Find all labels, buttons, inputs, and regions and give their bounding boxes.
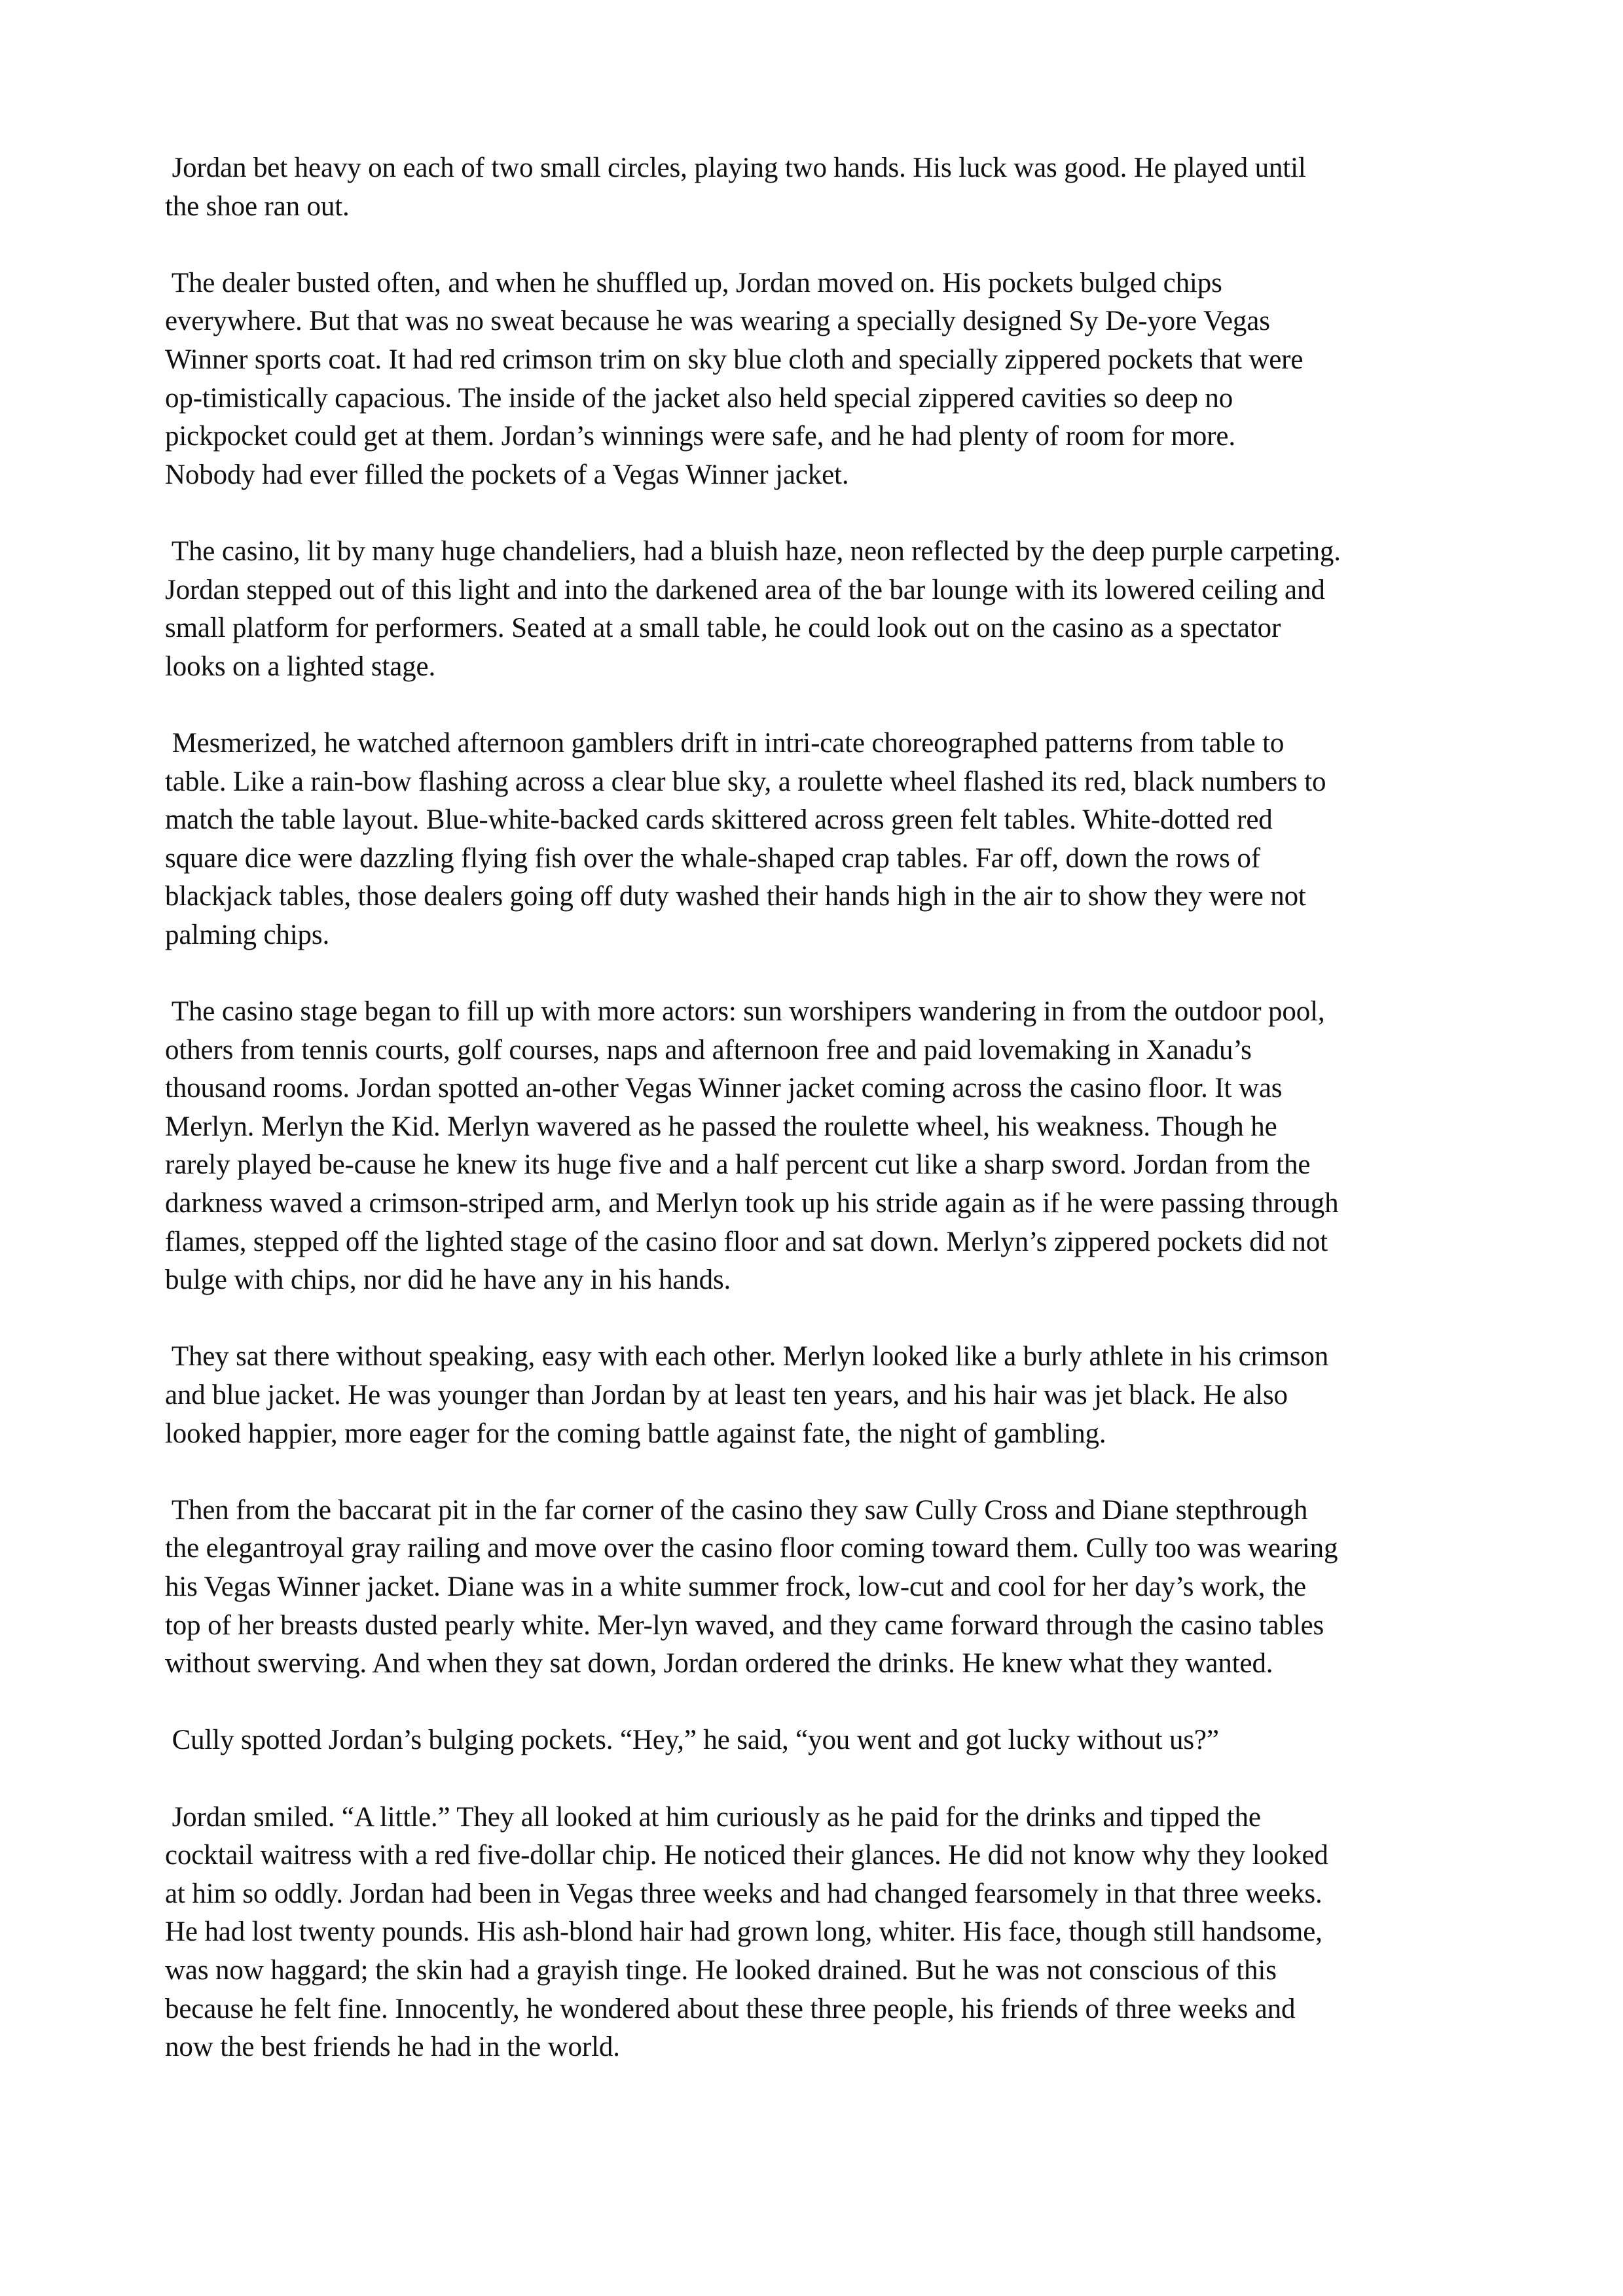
text-line: op-timistically capacious. The inside of the jacket also held special zippered cavities so deep no: [165, 382, 1233, 414]
text-line: Then from the baccarat pit in the far corner of the casino they saw Cully Cross and Diane stepthrough: [165, 1494, 1308, 1526]
text-line: The casino stage began to fill up with more actors: sun worshipers wandering in from the outdoor pool,: [165, 996, 1325, 1028]
text-line: the elegantroyal gray railing and move over the casino floor coming toward them. Cully too was wearing: [165, 1533, 1338, 1564]
text-line: palming chips.: [165, 919, 330, 950]
text-line: others from tennis courts, golf courses, naps and afternoon free and paid lovemaking in Xanadu’s: [165, 1034, 1252, 1066]
text-line: because he felt fine. Innocently, he wondered about these three people, his friends of three weeks and: [165, 1993, 1296, 2024]
text-line: Jordan smiled. “A little.” They all looked at him curiously as he paid for the drinks and tipped the: [165, 1801, 1261, 1833]
text-line: at him so oddly. Jordan had been in Vegas three weeks and had changed fearsomely in that three weeks.: [165, 1878, 1322, 1909]
text-line: Mesmerized, he watched afternoon gamblers drift in intri-cate choreographed patterns from table to: [165, 727, 1285, 759]
text-line: Merlyn. Merlyn the Kid. Merlyn wavered as he passed the roulette wheel, his weakness. Though he: [165, 1111, 1277, 1142]
text-line: looked happier, more eager for the coming battle against fate, the night of gambling.: [165, 1418, 1106, 1449]
text-line: without swerving. And when they sat down, Jordan ordered the drinks. He knew what they wanted.: [165, 1648, 1273, 1679]
text-line: Winner sports coat. It had red crimson trim on sky blue cloth and specially zippered pockets that were: [165, 344, 1304, 375]
text-line: match the table layout. Blue-white-backed cards skittered across green felt tables. White-dotted red: [165, 804, 1273, 836]
text-line: his Vegas Winner jacket. Diane was in a white summer frock, low-cut and cool for her day’s work, the: [165, 1571, 1306, 1602]
paragraph: [165, 993, 1474, 1300]
paragraph: [165, 264, 1474, 495]
paragraph: [165, 149, 1474, 226]
text-line: small platform for performers. Seated at a small table, he could look out on the casino as a spectator: [165, 613, 1281, 644]
text-line: pickpocket could get at them. Jordan’s winnings were safe, and he had plenty of room for more.: [165, 421, 1235, 452]
text-line: now the best friends he had in the world.: [165, 2032, 620, 2063]
text-line: Jordan stepped out of this light and into the darkened area of the bar lounge with its lowered ceiling and: [165, 574, 1325, 605]
paragraph: [165, 1492, 1474, 1683]
paragraph: [165, 533, 1474, 686]
text-line: everywhere. But that was no sweat because he was wearing a specially designed Sy De-yore Vegas: [165, 306, 1270, 337]
text-line: top of her breasts dusted pearly white. Mer-lyn waved, and they came forward through the casino tables: [165, 1609, 1324, 1641]
paragraph: [165, 1721, 1474, 1760]
text-line: He had lost twenty pounds. His ash-blond hair had grown long, whiter. His face, though still handsome,: [165, 1916, 1322, 1948]
text-line: thousand rooms. Jordan spotted an-other Vegas Winner jacket coming across the casino floor. It was: [165, 1073, 1283, 1104]
text-line: flames, stepped off the lighted stage of the casino floor and sat down. Merlyn’s zippered pockets did not: [165, 1226, 1328, 1257]
text-line: The dealer busted often, and when he shuffled up, Jordan moved on. His pockets bulged chips: [165, 267, 1222, 298]
text-line: blackjack tables, those dealers going off duty washed their hands high in the air to show they were not: [165, 881, 1306, 912]
paragraph: [165, 725, 1474, 955]
text-line: cocktail waitress with a red five-dollar chip. He noticed their glances. He did not know why they looked: [165, 1840, 1328, 1871]
text-line: Nobody had ever filled the pockets of a Vegas Winner jacket.: [165, 459, 849, 490]
text-line: and blue jacket. He was younger than Jordan by at least ten years, and his hair was jet black. He also: [165, 1380, 1288, 1410]
text-line: They sat there without speaking, easy with each other. Merlyn looked like a burly athlete in his crimson: [165, 1341, 1329, 1372]
text-line: darkness waved a crimson-striped arm, and Merlyn took up his stride again as if he were passing through: [165, 1188, 1339, 1219]
body-text: [165, 149, 1474, 2105]
paragraph: [165, 1338, 1474, 1453]
text-line: bulge with chips, nor did he have any in his hands.: [165, 1265, 731, 1296]
text-line: table. Like a rain-bow flashing across a clear blue sky, a roulette wheel flashed its red, black numbers to: [165, 766, 1326, 797]
text-line: the shoe ran out.: [165, 190, 350, 222]
text-line: square dice were dazzling flying fish over the whale-shaped crap tables. Far off, down the rows of: [165, 842, 1260, 874]
paragraph: [165, 1799, 1474, 2067]
text-line: Jordan bet heavy on each of two small circles, playing two hands. His luck was good. He played until: [165, 152, 1306, 183]
text-line: Cully spotted Jordan’s bulging pockets. “Hey,” he said, “you went and got lucky without us?”: [165, 1725, 1219, 1756]
text-line: looks on a lighted stage.: [165, 651, 436, 682]
text-line: The casino, lit by many huge chandeliers, had a bluish haze, neon reflected by the deep purple carpeting.: [165, 535, 1341, 567]
text-line: was now haggard; the skin had a grayish tinge. He looked drained. But he was not conscious of this: [165, 1954, 1277, 1986]
text-line: rarely played be-cause he knew its huge five and a half percent cut like a sharp sword. Jordan from the: [165, 1149, 1311, 1181]
